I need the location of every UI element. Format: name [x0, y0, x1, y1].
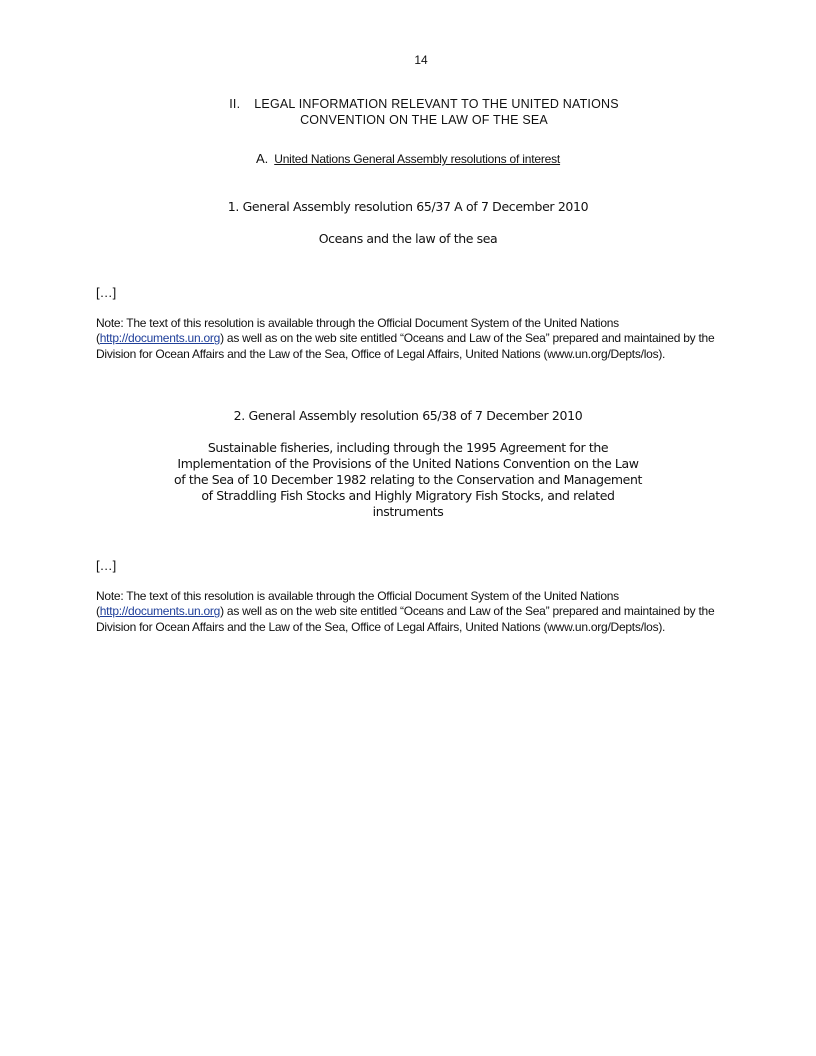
resolution-1-heading: 1. General Assembly resolution 65/37 A of 7 December 2010	[227, 199, 589, 214]
resolution-2-subtitle	[160, 440, 656, 520]
resolution-1-note	[96, 316, 736, 362]
resolution-2-heading: 2. General Assembly resolution 65/38 of 7 December 2010	[233, 408, 583, 423]
page-number: 14	[414, 53, 428, 67]
resolution-1-note-suffix: ) as well as on the web site entitled “Oceans and Law of the Sea” prepared and maintained by the Division for Ocean Affairs and the Law of the Sea, Office of Legal Affairs, United Nations (www.un.org/Depts/los).	[96, 331, 715, 361]
resolution-2-subtitle-line: of the Sea of 10 December 1982 relating to the Conservation and Management	[174, 472, 642, 487]
chapter-title-line-2: CONVENTION ON THE LAW OF THE SEA	[300, 113, 548, 127]
resolution-1-subtitle	[160, 231, 656, 247]
section-letter: A.	[255, 151, 269, 166]
resolution-1-subtitle-line: Oceans and the law of the sea	[318, 231, 498, 246]
chapter-title-text-1: LEGAL INFORMATION RELEVANT TO THE UNITED NATIONS	[254, 97, 619, 111]
section-heading	[0, 151, 816, 166]
resolution-2-ellipsis: […]	[96, 558, 117, 573]
resolution-2-subtitle-line: instruments	[372, 504, 444, 519]
resolution-2-note-link[interactable]: http://documents.un.org	[99, 604, 221, 619]
resolution-1-ellipsis: […]	[96, 285, 117, 300]
chapter-heading	[210, 96, 638, 128]
chapter-title-line-1	[210, 96, 638, 112]
resolution-2-subtitle-line: Implementation of the Provisions of the United Nations Convention on the Law	[177, 456, 639, 471]
resolution-2-subtitle-line: Sustainable fisheries, including through the 1995 Agreement for the	[207, 440, 609, 455]
resolution-1-note-link[interactable]: http://documents.un.org	[99, 331, 221, 346]
resolution-2-note-suffix: ) as well as on the web site entitled “Oceans and Law of the Sea” prepared and maintained by the Division for Ocean Affairs and the Law of the Sea, Office of Legal Affairs, United Nations (www.un.org/Depts/los).	[96, 604, 715, 634]
resolution-1-note-prefix: Note: The text of this resolution is available through the Official Document System of the United Nations (	[96, 316, 619, 346]
chapter-number: II.	[229, 97, 241, 111]
section-title: United Nations General Assembly resolutions of interest	[274, 152, 561, 166]
resolution-2-subtitle-line: of Straddling Fish Stocks and Highly Migratory Fish Stocks, and related	[201, 488, 615, 503]
resolution-2-note	[96, 589, 736, 635]
resolution-2-note-prefix: Note: The text of this resolution is available through the Official Document System of the United Nations (	[96, 589, 619, 619]
